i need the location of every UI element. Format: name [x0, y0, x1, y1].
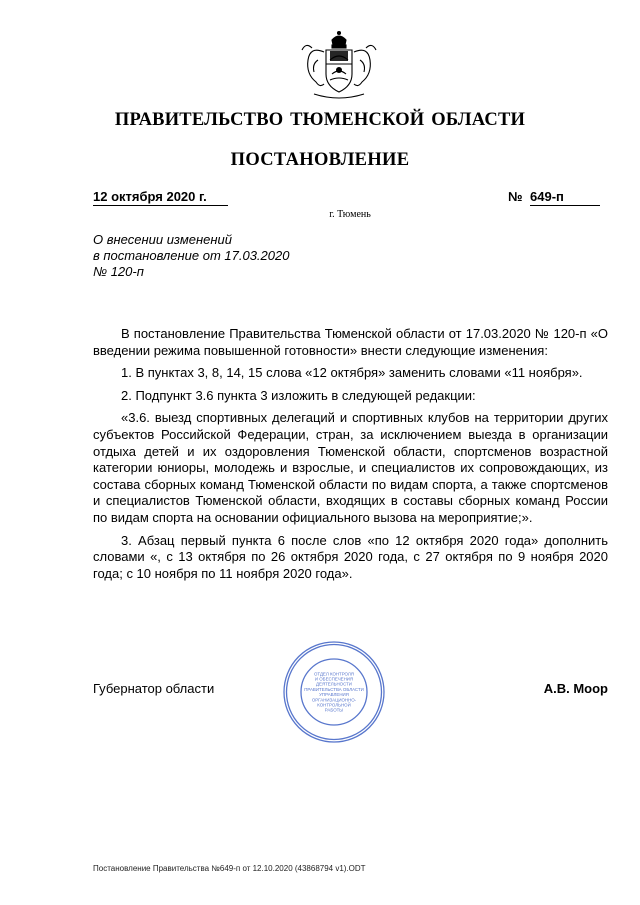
document-subject	[93, 232, 353, 280]
stamp-inner-line: ДЕЯТЕЛЬНОСТИ	[316, 681, 352, 687]
stamp-inner-line: КОНТРОЛЬНОЙ	[317, 702, 351, 708]
stamp-inner-line: ОРГАНИЗАЦИОННО-	[311, 697, 357, 703]
document-footer: Постановление Правительства №649-п от 12.10.2020 (43868794 v1).ODT	[93, 864, 366, 873]
body-paragraph-item-1: 1. В пунктах 3, 8, 14, 15 слова «12 октября» заменить словами «11 ноября».	[121, 365, 583, 381]
document-body	[93, 326, 608, 588]
subject-line: в постановление от 17.03.2020	[93, 248, 290, 263]
body-paragraph-intro: В постановление Правительства Тюменской области от 17.03.2020 № 120-п «О введении режима повышенной готовности» внести следующие изменения:	[93, 326, 608, 358]
document-type-heading: ПОСТАНОВЛЕНИЕ	[230, 150, 410, 170]
document-number	[508, 189, 605, 206]
body-paragraph-item-3: 3. Абзац первый пункта 6 после слов «по 12 октября 2020 года» дополнить словами «, с 13 октября по 26 октября 2020 года, с 27 октября по 9 ноября 2020 года; с 10 ноября по 11 ноября 2020 года».	[93, 532, 608, 581]
signer-name: А.В. Моор	[543, 681, 608, 696]
body-paragraph-quote: «3.6. выезд спортивных делегаций и спортивных клубов на территории других субъектов Российской Федерации, стран, за исключением выезда в организации отдыха детей и их оздоровления Тюменской области, спортсменов возрастной категории юниоры, молодежь и взрослые, и специалистов их сопровождающих, из состава сборных команд Тюменской области по видам спорта, а также спортсменов и специалистов Тюменской области, входящих в составы сборных команд России по видам спорта на основании официального вызова на мероприятие;».	[93, 410, 608, 525]
tyumen-coat-of-arms-icon	[296, 30, 382, 102]
stamp-inner-line: И ОБЕСПЕЧЕНИЯ	[314, 676, 354, 682]
stamp-inner-line: ОТДЕЛ КОНТРОЛЯ	[314, 671, 354, 677]
number-value: 649-п	[530, 189, 600, 206]
number-sign: №	[508, 189, 523, 204]
organization-title: ПРАВИТЕЛЬСТВО ТЮМЕНСКОЙ ОБЛАСТИ	[114, 110, 526, 130]
body-paragraph-item-2: 2. Подпункт 3.6 пункта 3 изложить в следующей редакции:	[121, 387, 476, 403]
stamp-inner-line: ПРАВИТЕЛЬСТВА ОБЛАСТИ	[304, 686, 364, 692]
stamp-inner-line: РАБОТЫ	[324, 707, 344, 713]
stamp-inner-line: УПРАВЛЕНИЯ	[319, 692, 349, 698]
document-date: 12 октября 2020 г.	[93, 189, 228, 206]
subject-line: О внесении изменений	[93, 232, 232, 247]
city-label: г. Тюмень	[329, 209, 371, 220]
signer-title: Губернатор области	[93, 681, 215, 696]
subject-line: № 120-п	[93, 264, 144, 279]
official-round-stamp-icon	[282, 640, 386, 744]
